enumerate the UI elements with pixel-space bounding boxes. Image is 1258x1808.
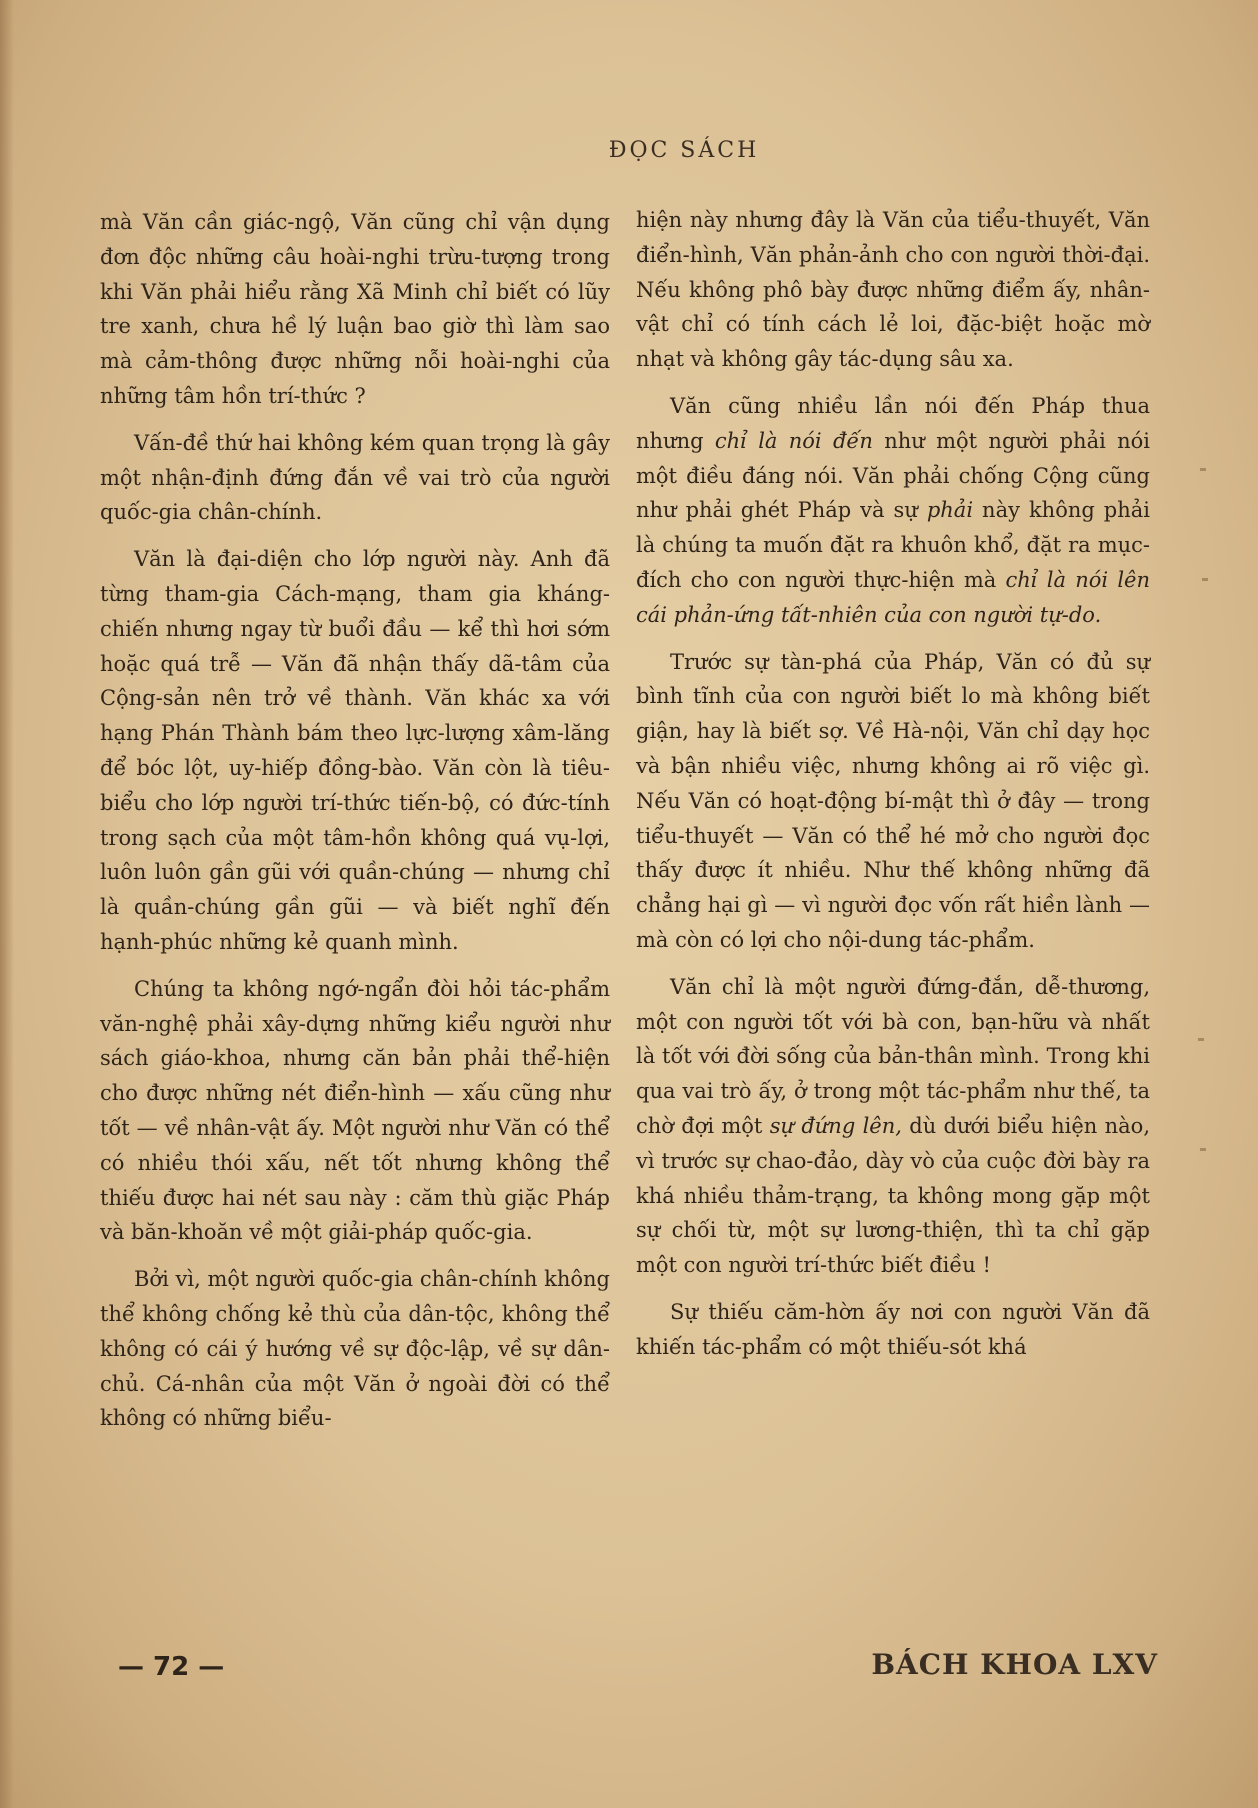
right-paragraph-5: Sự thiếu căm-hờn ấy nơi con người Văn đã khiến tác-phẩm có một thiếu-sót khá [636, 1299, 1150, 1359]
left-paragraph-2: Vấn-đề thứ hai không kém quan trọng là gây một nhận-định đứng đắn về vai trò của người quốc-gia chân-chính. [100, 430, 610, 525]
page-edge-shadow [0, 0, 14, 1808]
left-paragraph-4: Chúng ta không ngớ-ngẩn đòi hỏi tác-phẩm văn-nghệ phải xây-dựng những kiểu người như sách giáo-khoa, nhưng căn bản phải thể-hiện cho được những nét điển-hình — xấu cũng như tốt — về nhân-vật ấy. Một người như Văn có thể có nhiều thói xấu, nết tốt nhưng không thể thiếu được hai nét sau này : căm thù giặc Pháp và băn-khoăn về một giải-pháp quốc-gia. [100, 976, 610, 1245]
right-p2-italic-3: chỉ là nói lên cái phản-ứng tất-nhiên của con người tự-do. [636, 567, 1150, 627]
magazine-name: BÁCH KHOA LXV [871, 1648, 1158, 1681]
right-p2-text-b: như một người phải nói một điều đáng nói. Văn phải chống Cộng cũng như phải ghét Pháp và sự [636, 428, 1151, 523]
right-p4-text-a: Văn chỉ là một người đứng-đắn, dễ-thương, một con người tốt với bà con, bạn-hữu và nhất là tốt với đời sống của bản-thân mình. Trong khi qua vai trò ấy, ở trong một tác-phẩm như thế, ta chờ đợi một [636, 974, 1150, 1138]
right-p2-italic-2: phải [926, 498, 974, 523]
right-paragraph-2 [636, 389, 1150, 633]
page-number: — 72 — [118, 1652, 225, 1682]
right-p2-text-a: Văn cũng nhiều lần nói đến Pháp thua nhưng [636, 393, 1150, 453]
right-paragraph-4 [636, 970, 1150, 1283]
right-paragraph-1: hiện này nhưng đây là Văn của tiểu-thuyết, Văn điển-hình, Văn phản-ảnh cho con người thời-đại. Nếu không phô bày được những điểm ấy, nhân-vật chỉ có tính cách lẻ loi, đặc-biệt hoặc mờ nhạt và không gây tác-dụng sâu xa. [636, 208, 1150, 372]
right-column [636, 203, 1150, 1365]
margin-mark [1198, 1038, 1204, 1041]
right-p2-italic-1: chỉ là nói đến [714, 428, 873, 453]
left-paragraph-5: Bởi vì, một người quốc-gia chân-chính không thể không chống kẻ thù của dân-tộc, không thể không có cái ý hướng về sự độc-lập, về sự dân-chủ. Cá-nhân của một Văn ở ngoài đời có thể không có những biểu- [100, 1267, 610, 1431]
right-p2-text-c: này không phải là chúng ta muốn đặt ra khuôn khổ, đặt ra mục-đích cho con người thực-hiện mà [636, 498, 1150, 592]
right-paragraph-3: Trước sự tàn-phá của Pháp, Văn có đủ sự bình tĩnh của con người biết lo mà không biết giận, hay là biết sợ. Về Hà-nội, Văn chỉ dạy học và bận nhiều việc, nhưng không ai rõ việc gì. Nếu Văn có hoạt-động bí-mật thì ở đây — trong tiểu-thuyết — Văn có thể hé mở cho người đọc thấy được ít nhiều. Như thế không những đã chẳng hại gì — vì người đọc vốn rất hiền lành — mà còn có lợi cho nội-dung tác-phẩm. [636, 649, 1150, 952]
margin-mark [1200, 1148, 1206, 1151]
left-paragraph-1: mà Văn cần giác-ngộ, Văn cũng chỉ vận dụng đơn độc những câu hoài-nghi trừu-tượng trong khi Văn phải hiểu rằng Xã Minh chỉ biết có lũy tre xanh, chưa hề lý luận bao giờ thì làm sao mà cảm-thông được những nỗi hoài-nghi của những tâm hồn trí-thức ? [100, 210, 610, 408]
margin-mark [1202, 578, 1208, 581]
left-paragraph-3: Văn là đại-diện cho lớp người này. Anh đã từng tham-gia Cách-mạng, tham gia kháng-chiến nhưng ngay từ buổi đầu — kể thì hơi sớm hoặc quá trễ — Văn đã nhận thấy dã-tâm của Cộng-sản nên trở về thành. Văn khác xa với hạng Phán Thành bám theo lực-lượng xâm-lăng để bóc lột, uy-hiếp đồng-bào. Văn còn là tiêu-biểu cho lớp người trí-thức tiến-bộ, có đức-tính trong sạch của một tâm-hồn không quá vụ-lợi, luôn luôn gần gũi với quần-chúng — nhưng chỉ là quần-chúng gần gũi — và biết nghĩ đến hạnh-phúc những kẻ quanh mình. [100, 547, 610, 954]
section-header: ĐỌC SÁCH [608, 138, 760, 163]
right-p4-italic-1: sự đứng lên, [769, 1113, 902, 1138]
left-column [100, 205, 610, 1436]
margin-mark [1200, 468, 1206, 471]
right-p4-text-b: dù dưới biểu hiện nào, vì trước sự chao-đảo, dày vò của cuộc đời bày ra khá nhiều thảm-trạng, ta không mong gặp một sự chối từ, một sự lương-thiện, thì ta chỉ gặp một con người trí-thức biết điều ! [636, 1113, 1150, 1278]
